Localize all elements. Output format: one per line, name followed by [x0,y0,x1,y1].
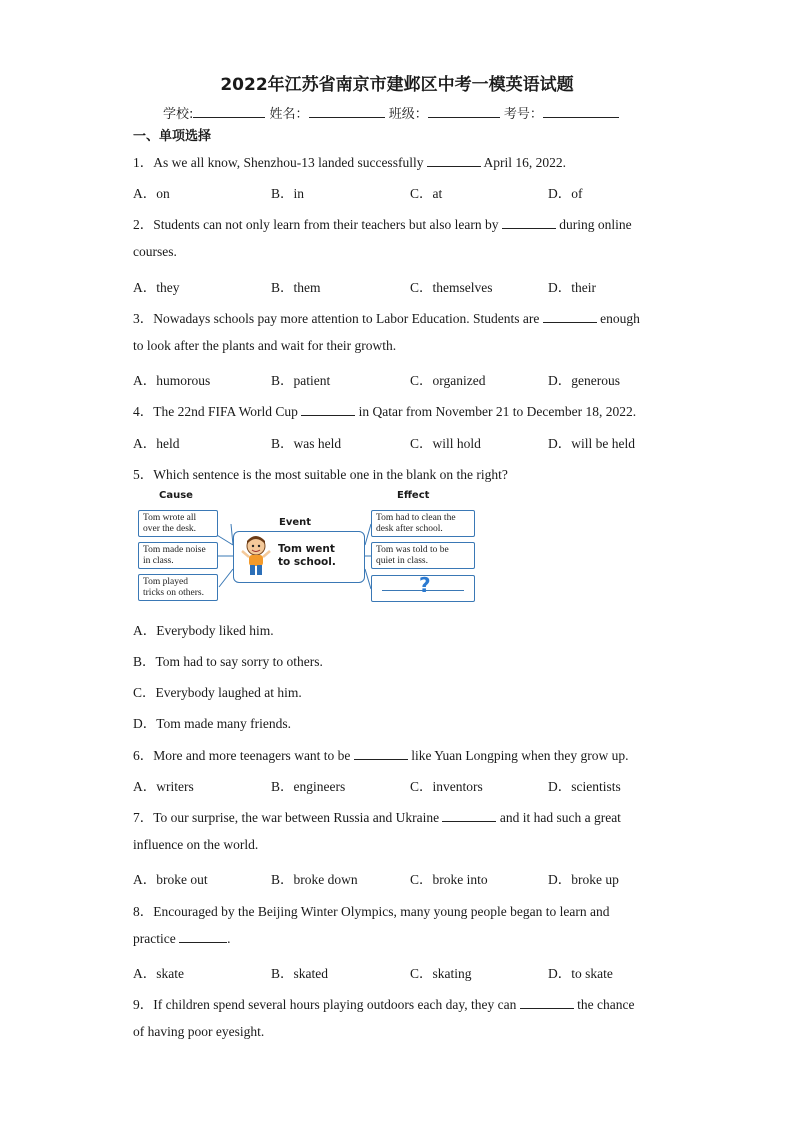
q5-option-c[interactable]: C．Everybody laughed at him. [133,685,302,700]
event-text [278,543,336,569]
effect-box [371,510,475,537]
question-text: and it had such a great [499,810,621,825]
q6-option-c[interactable]: C．inventors [410,779,483,794]
q6-option-a[interactable]: A．writers [133,779,194,794]
q8-option-a[interactable]: A．skate [133,966,184,981]
question-text: 2．Students can not only learn from their teachers but also learn by [133,217,499,232]
event-text-line: to school. [278,556,336,568]
question-7-line-2: influence on the world. [133,837,259,852]
effect-box-unknown [371,575,475,602]
question-text: 6．More and more teenagers want to be [133,748,351,763]
question-mark-icon: ? [419,573,431,597]
q3-option-d[interactable]: D．generous [548,373,620,388]
question-4-line-1 [133,400,636,420]
effect-box [371,542,475,569]
class-blank[interactable] [428,105,500,118]
answer-blank[interactable] [543,311,597,323]
question-text: in Qatar from November 21 to December 18, 2022. [358,404,637,419]
question-text: enough [600,311,640,326]
answer-blank[interactable] [179,931,227,943]
q3-option-a[interactable]: A．humorous [133,373,211,388]
q2-option-d[interactable]: D．their [548,280,596,295]
cause-text: Tom played [143,577,188,587]
cause-header: Cause [159,490,193,501]
question-7-line-1 [133,806,621,826]
cause-text: Tom wrote all [143,513,197,523]
cause-box [138,542,218,569]
effect-text: Tom was told to be [376,545,449,555]
answer-blank[interactable] [301,404,355,416]
page-title: 2022年江苏省南京市建邺区中考一模英语试题 [220,75,574,95]
q4-option-b[interactable]: B．was held [271,436,342,451]
q5-option-a[interactable]: A．Everybody liked him. [133,623,274,638]
q6-option-b[interactable]: B．engineers [271,779,346,794]
question-5-line-1: 5．Which sentence is the most suitable one in the blank on the right? [133,467,508,482]
q8-option-d[interactable]: D．to skate [548,966,613,981]
q2-option-c[interactable]: C．themselves [410,280,493,295]
question-2-line-2: courses. [133,244,177,259]
question-6-line-1 [133,744,629,764]
question-9-line-1 [133,993,634,1013]
answer-blank[interactable] [520,997,574,1009]
question-text: practice [133,931,176,946]
event-text-line: Tom went [278,543,335,555]
question-text: like Yuan Longping when they grow up. [411,748,629,763]
question-text: the chance [577,997,635,1012]
question-text: 4．The 22nd FIFA World Cup [133,404,298,419]
q8-option-c[interactable]: C．skating [410,966,472,981]
q3-option-c[interactable]: C．organized [410,373,486,388]
cause-effect-diagram [133,487,479,605]
answer-blank[interactable] [354,748,408,760]
q1-option-d[interactable]: D．of [548,186,583,201]
question-text: 9．If children spend several hours playing outdoors each day, they can [133,997,517,1012]
question-1-line-1 [133,151,566,171]
boy-icon [238,535,274,579]
effect-text: desk after school. [376,524,443,534]
question-text: April 16, 2022. [483,155,566,170]
q6-option-d[interactable]: D．scientists [548,779,621,794]
cause-text: in class. [143,556,174,566]
q2-option-a[interactable]: A．they [133,280,180,295]
question-2-line-1 [133,213,632,233]
cause-text: tricks on others. [143,588,204,598]
effect-text: Tom had to clean the [376,513,456,523]
cause-text: over the desk. [143,524,197,534]
question-text: 1．As we all know, Shenzhou-13 landed successfully [133,155,424,170]
class-label: 班级： [388,107,428,122]
event-box [233,531,365,583]
event-header: Event [279,517,312,528]
connector-line [219,569,233,587]
answer-blank[interactable] [442,810,496,822]
q1-option-b[interactable]: B．in [271,186,305,201]
question-text: 7．To our surprise, the war between Russia and Ukraine [133,810,440,825]
question-text: 3．Nowadays schools pay more attention to Labor Education. Students are [133,311,540,326]
q4-option-c[interactable]: C．will hold [410,436,481,451]
cause-box [138,574,218,601]
q7-option-d[interactable]: D．broke up [548,872,619,887]
name-blank[interactable] [309,105,385,118]
student-info-row [163,103,619,122]
question-8-line-1: 8．Encouraged by the Beijing Winter Olympics, many young people began to learn and [133,904,610,919]
question-text: . [227,931,231,946]
question-3-line-2: to look after the plants and wait for their growth. [133,338,397,353]
q1-option-c[interactable]: C．at [410,186,443,201]
cause-box [138,510,218,537]
question-text: during online [559,217,632,232]
q4-option-d[interactable]: D．will be held [548,436,635,451]
effect-header: Effect [397,490,430,501]
exam-number-blank[interactable] [543,105,619,118]
school-blank[interactable] [193,105,265,118]
exam-number-label: 考号： [503,107,543,122]
effect-text: quiet in class. [376,556,428,566]
question-8-line-2 [133,931,230,947]
school-label: 学校: [163,107,194,122]
cause-text: Tom made noise [143,545,206,555]
q7-option-b[interactable]: B．broke down [271,872,358,887]
q5-option-b[interactable]: B．Tom had to say sorry to others. [133,654,323,669]
q4-option-a[interactable]: A．held [133,436,180,451]
section-title: 一、单项选择 [133,129,212,144]
question-9-line-2: of having poor eyesight. [133,1024,265,1039]
question-3-line-1 [133,307,640,327]
q1-option-a[interactable]: A．on [133,186,170,201]
q7-option-a[interactable]: A．broke out [133,872,208,887]
q3-option-b[interactable]: B．patient [271,373,331,388]
q5-option-d[interactable]: D．Tom made many friends. [133,716,292,731]
q7-option-c[interactable]: C．broke into [410,872,488,887]
answer-blank[interactable] [502,217,556,229]
name-label: 姓名： [269,107,309,122]
q2-option-b[interactable]: B．them [271,280,321,295]
q8-option-b[interactable]: B．skated [271,966,328,981]
answer-blank[interactable] [427,155,481,167]
